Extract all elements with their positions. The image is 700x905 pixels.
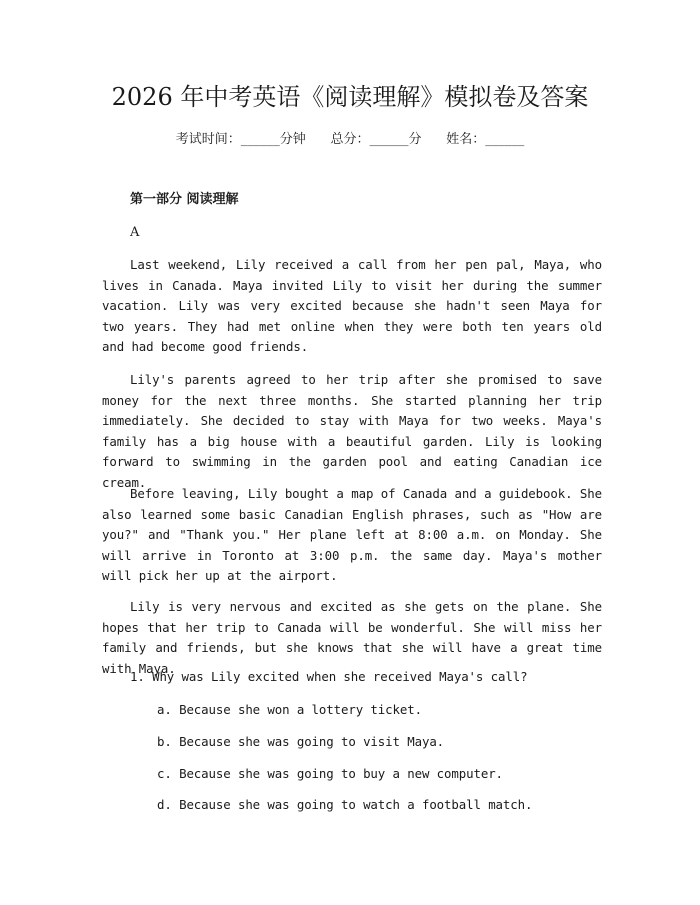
passage-paragraph-4: Lily is very nervous and excited as she gets on the plane. She hopes that her trip to Canada will be wonderful. She will miss her family and friends, but she knows that she will have a great time with Maya. — [102, 599, 602, 676]
passage-paragraph-2: Lily's parents agreed to her trip after she promised to save money for the next three months. She started planning her trip immediately. She decided to stay with Maya for two weeks. Maya's family has a big house with a beautiful garden. Lily is looking forward to swimming in the garden pool and eating Canadian ice cream. — [102, 372, 602, 490]
answer-option-d[interactable]: d. Because she was going to watch a football match. — [157, 797, 533, 812]
answer-option-c[interactable]: c. Because she was going to buy a new computer. — [157, 766, 503, 781]
section-heading: 第一部分 阅读理解 — [130, 192, 239, 207]
passage-paragraph-3: Before leaving, Lily bought a map of Canada and a guidebook. She also learned some basic Canadian English phrases, such as "How are you?" and "Thank you." Her plane left at 8:00 a.m. on Monday. She will arrive in Toronto at 3:00 p.m. the same day. Maya's mother will pick her up at the airport. — [102, 486, 602, 583]
passage-label: A — [130, 225, 140, 240]
question-stem: 1. Why was Lily excited when she received Maya's call? — [130, 669, 528, 684]
passage-paragraph-1: Last weekend, Lily received a call from her pen pal, Maya, who lives in Canada. Maya invited Lily to visit her during the summer vacation. Lily was very excited because she hadn't seen Maya for two years. They had met online when they were both ten years old and had become good friends. — [102, 257, 602, 354]
answer-option-a[interactable]: a. Because she won a lottery ticket. — [157, 702, 422, 717]
exam-info-line: 考试时间：______分钟 总分：______分 姓名：______ — [175, 132, 525, 147]
page-title: 2026 年中考英语《阅读理解》模拟卷及答案 — [111, 83, 589, 111]
answer-option-b[interactable]: b. Because she was going to visit Maya. — [157, 734, 445, 749]
